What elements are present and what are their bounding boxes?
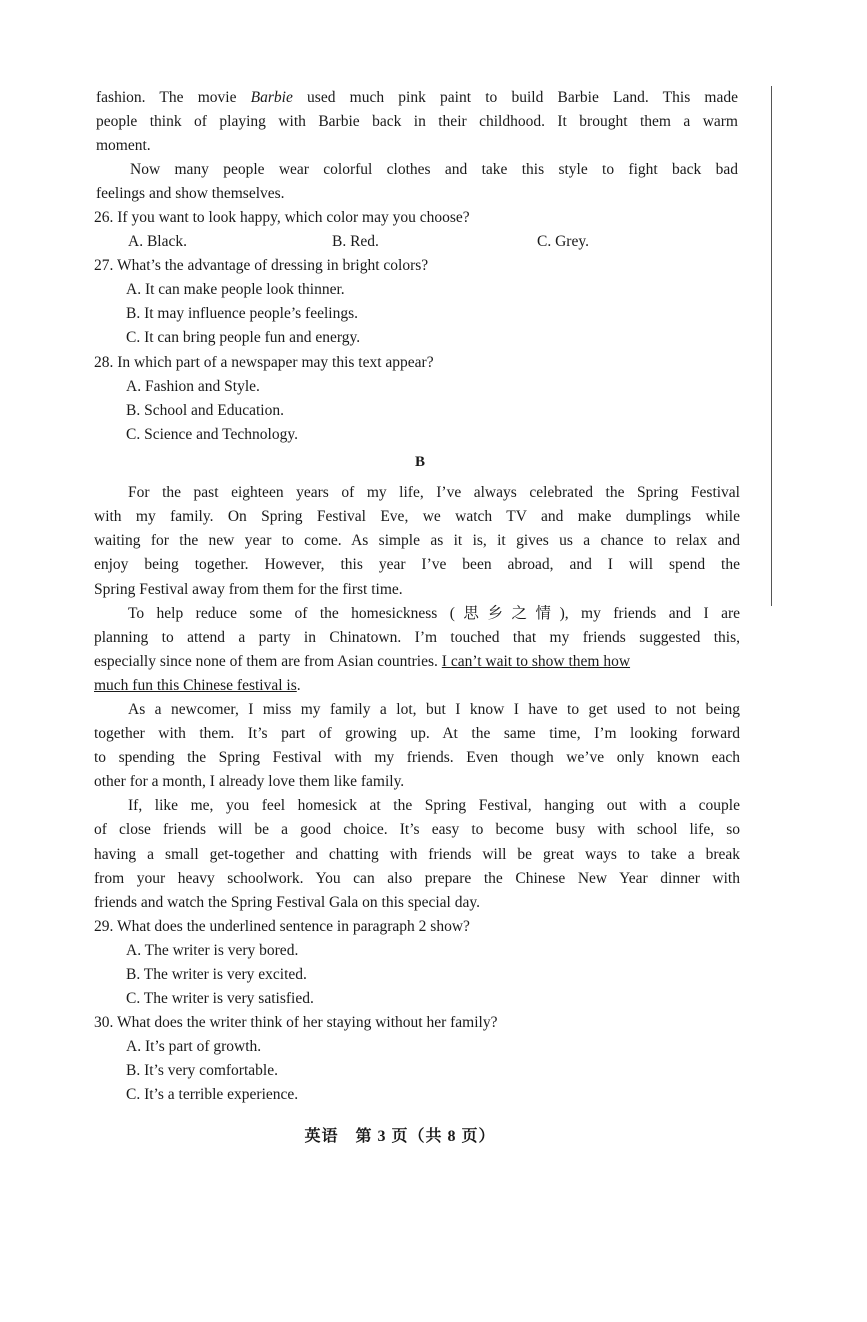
text-run: used much pink paint to build Barbie Land. This made [292, 89, 738, 106]
question-stem: 30. What does the writer think of her staying without her family? [94, 1014, 498, 1031]
passage-line: friends and watch the Spring Festival Gala on this special day. [94, 894, 480, 911]
binding-line [771, 86, 772, 606]
passage-line: To help reduce some of the homesickness (思乡之情), my friends and I are [128, 605, 740, 622]
answer-option: C. The writer is very satisfied. [126, 990, 314, 1007]
passage-line [94, 676, 301, 696]
section-title: B [414, 454, 425, 470]
answer-option: B. It’s very comfortable. [126, 1062, 278, 1079]
passage-line: people think of playing with Barbie back in their childhood. It brought them a warm [96, 113, 738, 130]
answer-option: B. Red. [332, 233, 379, 250]
passage-line: For the past eighteen years of my life, I’ve always celebrated the Spring Festival [128, 484, 740, 501]
passage-line: other for a month, I already love them like family. [94, 773, 405, 790]
answer-option: A. Black. [128, 233, 187, 250]
underlined-sentence: I can’t wait to show them how [441, 653, 631, 670]
passage-line: from your heavy schoolwork. You can also prepare the Chinese New Year dinner with [94, 870, 740, 887]
answer-option: B. The writer is very excited. [126, 966, 307, 983]
passage-line: waiting for the new year to come. As simple as it is, it gives us a chance to relax and [94, 532, 740, 549]
answer-option: A. It’s part of growth. [126, 1038, 262, 1055]
answer-option: B. It may influence people’s feelings. [126, 305, 359, 322]
question-stem: 29. What does the underlined sentence in paragraph 2 show? [94, 918, 470, 935]
answer-option: B. School and Education. [126, 402, 284, 419]
question-stem: 28. In which part of a newspaper may this text appear? [94, 354, 434, 371]
passage-line: together with them. It’s part of growing up. At the same time, I’m looking forward [94, 725, 740, 742]
answer-option: C. It can bring people fun and energy. [126, 329, 361, 346]
movie-title: Barbie [250, 89, 293, 106]
passage-line: Now many people wear colorful clothes and take this style to fight back bad [130, 161, 738, 178]
answer-option: A. Fashion and Style. [126, 378, 260, 395]
passage-line: enjoy being together. However, this year I’ve been abroad, and I will spend the [94, 556, 740, 573]
answer-option: A. The writer is very bored. [126, 942, 299, 959]
passage-line: As a newcomer, I miss my family a lot, but I know I have to get used to not being [128, 701, 740, 718]
passage-line [96, 88, 738, 108]
passage-line [94, 652, 740, 672]
passage-line: feelings and show themselves. [96, 185, 285, 202]
answer-option: C. Grey. [537, 233, 589, 250]
passage-line: of close friends will be a good choice. It’s easy to become busy with school life, so [94, 821, 740, 838]
page-footer: 英语 第 3 页（共 8 页） [304, 1128, 496, 1145]
answer-option: C. Science and Technology. [126, 426, 298, 443]
question-stem: 26. If you want to look happy, which color may you choose? [94, 209, 470, 226]
passage-line: planning to attend a party in Chinatown. I’m touched that my friends suggested this, [94, 629, 740, 646]
passage-line: moment. [96, 137, 151, 154]
passage-line: If, like me, you feel homesick at the Spring Festival, hanging out with a couple [128, 797, 740, 814]
passage-line: having a small get-together and chatting with friends will be great ways to take a break [94, 846, 740, 863]
text-run: especially since none of them are from Asian countries. [94, 653, 442, 670]
passage-line: with my family. On Spring Festival Eve, we watch TV and make dumplings while [94, 508, 740, 525]
question-stem: 27. What’s the advantage of dressing in bright colors? [94, 257, 429, 274]
underlined-sentence: much fun this Chinese festival is [94, 677, 297, 694]
text-run: fashion. The movie [96, 89, 251, 106]
passage-line: Spring Festival away from them for the first time. [94, 581, 403, 598]
passage-line: to spending the Spring Festival with my friends. Even though we’ve only known each [94, 749, 740, 766]
text-run: . [296, 677, 301, 694]
answer-option: A. It can make people look thinner. [126, 281, 345, 298]
answer-option: C. It’s a terrible experience. [126, 1086, 299, 1103]
